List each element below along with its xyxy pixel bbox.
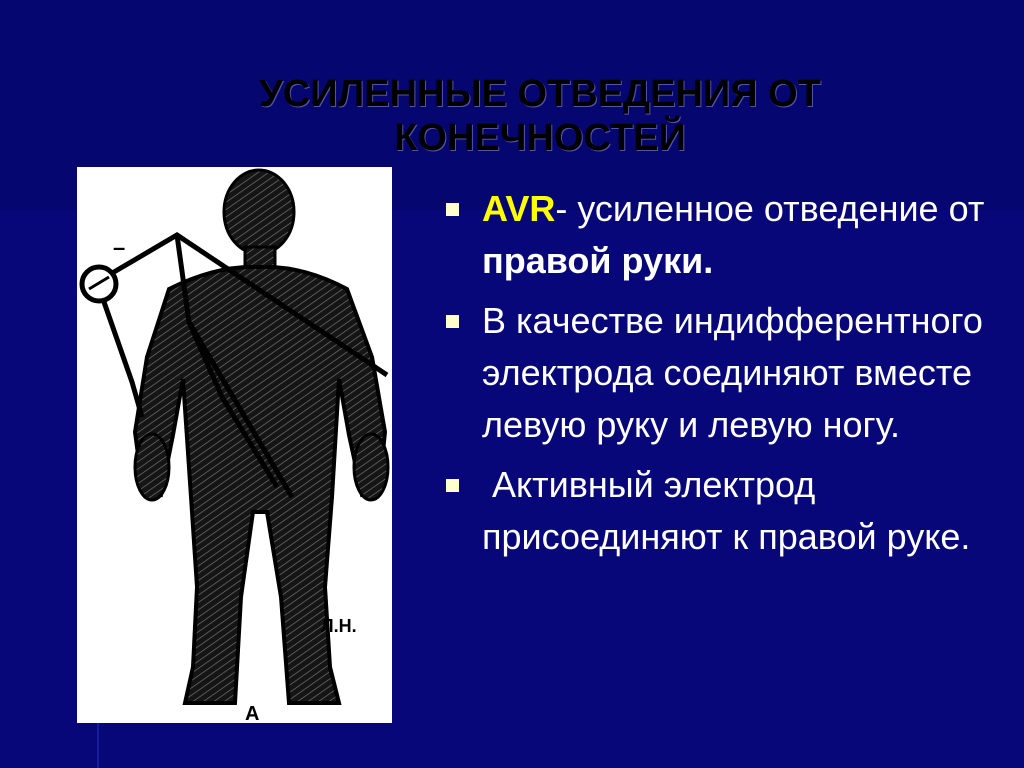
bullet-list (442, 183, 1002, 571)
bullet-bold-text: правой руки. (482, 240, 714, 281)
figure-label-ln: Л.Н. (321, 616, 357, 636)
bullet-item-avr (442, 183, 1002, 287)
bullet-square-icon (446, 479, 459, 492)
galvanometer-icon (82, 267, 116, 301)
bullet-text: - усиленное отведение от (555, 188, 985, 229)
slide-title: УСИЛЕННЫЕ ОТВЕДЕНИЯ ОТ КОНЕЧНОСТЕЙ (259, 73, 821, 159)
bullet-text: Активный электрод присоединяют к правой руке. (482, 464, 971, 557)
bullet-square-icon (446, 315, 459, 328)
human-figure-diagram (77, 167, 392, 723)
minus-sign-label: – (113, 235, 126, 260)
bullet-text: В качестве индифферентного электрода соединяют вместе левую руку и левую ногу. (482, 300, 983, 445)
bullet-item-active-electrode (442, 459, 1002, 563)
bullet-item-indifferent-electrode (442, 295, 1002, 451)
figure-label-a: А (245, 703, 260, 723)
avr-term: AVR (482, 188, 556, 229)
bullet-square-icon (446, 203, 459, 216)
body-figure-image (77, 167, 392, 723)
